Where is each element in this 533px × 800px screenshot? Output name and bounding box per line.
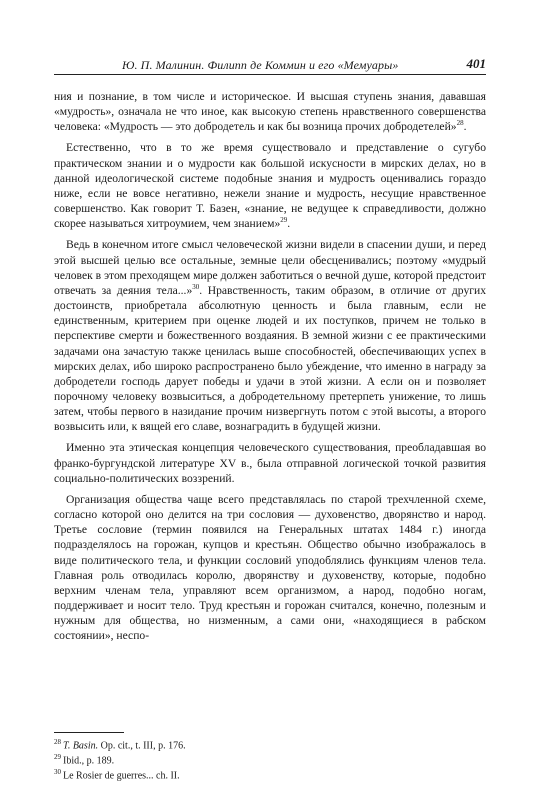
paragraph [54,492,486,644]
footnote [54,767,486,782]
footnote-source: Le Rosier de guerres... ch. II. [63,769,180,781]
paragraph [54,140,486,231]
paragraph-text: ния и познание, в том числе и историческое. И высшая ступень знания, дававшая «мудрость», означала не что иное, как высокую степень нравственного совершенства человека: «Мудрость — это добродетель и как бы возница прочих добродетелей» [54,90,486,134]
footnote-rule [54,732,124,733]
footnote-mark: 28 [54,738,61,746]
footnote [54,752,486,767]
footnote-ref: 29 [280,216,288,225]
body-text [54,89,486,649]
running-title: Ю. П. Малинин. Филипп де Коммин и его «Мемуары» [122,58,399,72]
footnote-source: Op. cit., t. III, p. 176. [98,740,186,752]
footnote-author: T. Basin. [63,740,99,752]
paragraph-text: Организация общества чаще всего представлялась по старой трехчленной схеме, согласно которой оно делится на три сословия — духовенство, дворянство и народ. Третье сословие (термин появился на Генеральных штатах 1484 г.) иногда подразделялось на горожан, купцов и крестьян. Общество обычно изображалось в виде политического тела, и функции сословий уподоблялись функциям членов тела. Главная роль отводилась королю, дворянству и духовенству, которые, подобно верхним членам тела, управляют всем организмом, а народ, подобно ногам, поддерживает и носит тело. Труд крестьян и горожан считался, конечно, полезным и нужным для общества, но низменным, а сами они, «находящиеся в рабском состоянии», неспо- [54,492,486,643]
footnote-mark: 29 [54,752,61,761]
paragraph-text: Ведь в конечном итоге смысл человеческой жизни видели в спасении души, и перед этой высшей целью все остальные, земные цели обесценивались; поэтому «мудрый человек в этом преходящем мире должен заботиться о вечной душе, которой предстоит отвечать за деяния тела...» [54,238,486,297]
paragraph-tail: . [463,120,467,134]
footnote-mark: 30 [54,767,61,776]
page-number: 401 [466,56,486,71]
paragraph [54,89,486,134]
paragraph-tail: . [287,217,291,231]
paragraph-text: Именно эта этическая концепция человеческого существования, преобладавшая во франко-бургундской литературе XV в., была отправной логической точкой развития социально-политических воззрений. [54,441,486,485]
running-header [54,56,486,75]
footnote [54,737,486,752]
footnote-ref: 30 [192,283,200,292]
paragraph [54,440,486,485]
paragraph-text: Естественно, что в то же время существовало и представление о сугубо практическом знании и о мудрости как большой искусности в мирских делах, но в данной идеологической системе подобные знания и мудрость оценивались гораздо ниже, если не вовсе негативно, нежели знание и мудрость, несущие нравственное совершенство. Как говорит Т. Базен, «знание, не ведущее к справедливости, должно скорее называться хитроумием, чем знанием» [54,141,486,231]
footnotes [54,732,486,781]
paragraph [54,237,486,434]
footnote-source: Ibid., p. 189. [63,755,115,767]
paragraph-tail: . Нравственность, таким образом, в отличие от других достоинств, приобретала абсолютную ценность и была главным, если не единственным, критерием при оценке людей и их поступков, причем не только в перспективе смерти и божественного воздаяния. В земной жизни с ее практическими задачами она зачастую также ценилась выше способностей, обеспечивающих успех в мирских делах, ибо широко распространено было убеждение, что именно в награду за добродетели господь дарует победы и удачи в этой жизни. А если он и позволяет порочному человеку возвыситься, а добродетельному претерпеть унижение, то лишь затем, чтобы первого в назидание прочим низвергнуть потом с этой высоты, а второго возвысить или, к вящей его славе, вознаградить в будущей жизни. [54,283,486,434]
footnote-ref: 28 [456,119,464,128]
